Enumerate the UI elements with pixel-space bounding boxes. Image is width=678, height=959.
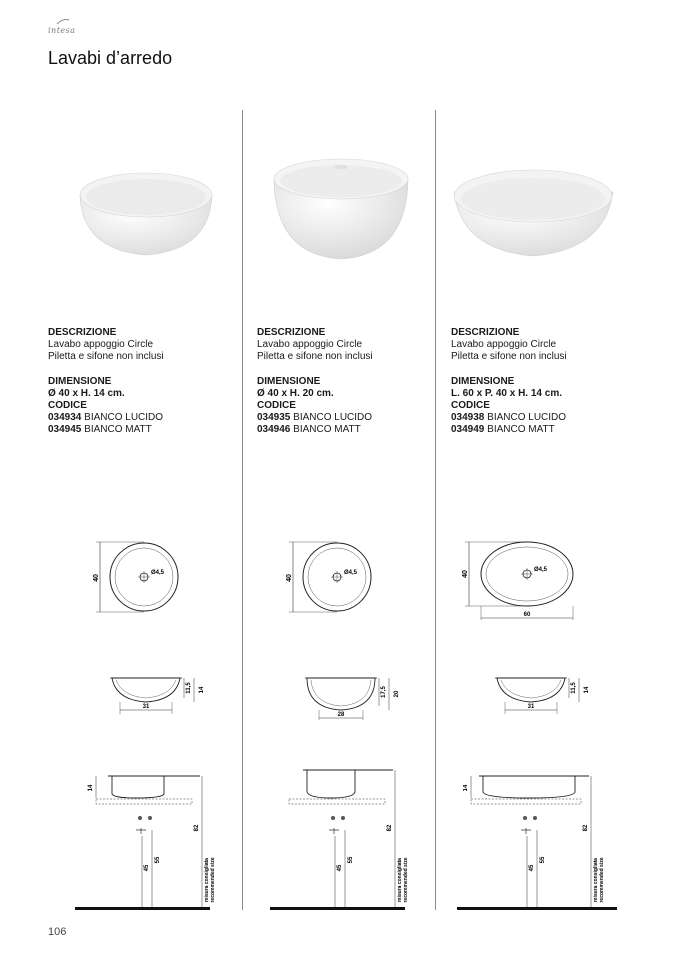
installation-drawing [463, 768, 608, 908]
dimension-45-label: 45 [529, 864, 535, 872]
dimension-55-label: 55 [540, 856, 546, 864]
variant-code: 034946 [257, 424, 291, 435]
recommended-note-en: recommended size [599, 857, 605, 903]
base-width-label: 28 [337, 712, 345, 718]
recommended-note-it: misura consigliata [397, 858, 403, 902]
code-heading: CODICE [257, 400, 296, 411]
variant-row [257, 412, 373, 424]
dimension-55-label: 55 [155, 856, 161, 864]
basin-photo-round-high [271, 155, 411, 265]
variant-finish: BIANCO MATT [293, 424, 361, 435]
basin-photo-oval [451, 168, 616, 263]
floor-line [75, 907, 210, 910]
product-column-1 [48, 0, 238, 959]
top-view-drawing [88, 540, 188, 615]
installation-drawing [78, 768, 218, 908]
dimension-82-label: 82 [583, 824, 589, 832]
dimension-82-label: 82 [387, 824, 393, 832]
product-info [451, 327, 567, 436]
dimension-value: Ø 40 x H. 20 cm. [257, 388, 334, 399]
dimension-55-label: 55 [348, 856, 354, 864]
dimension-heading: DIMENSIONE [451, 376, 515, 387]
brand-logo: intesa [48, 26, 76, 35]
side-view-drawing [303, 674, 413, 724]
dimension-heading: DIMENSIONE [257, 376, 321, 387]
variant-finish: BIANCO LUCIDO [293, 412, 373, 423]
floor-line [457, 907, 617, 910]
total-height-label: 14 [584, 686, 590, 694]
recommended-note-it: misura consigliata [593, 858, 599, 902]
side-view-drawing [493, 674, 603, 719]
basin-height-label: 14 [88, 784, 94, 792]
dimension-45-label: 45 [144, 864, 150, 872]
dimension-82-label: 82 [194, 824, 200, 832]
description-line: Piletta e sifone non inclusi [48, 351, 164, 362]
variant-row [48, 424, 164, 436]
top-view-drawing [281, 540, 381, 615]
variant-finish: BIANCO LUCIDO [487, 412, 567, 423]
recommended-note-en: recommended size [403, 857, 409, 903]
description-line: Lavabo appoggio Circle [257, 339, 363, 350]
variant-code: 034934 [48, 412, 82, 423]
variant-finish: BIANCO MATT [84, 424, 152, 435]
description-heading: DESCRIZIONE [48, 327, 117, 338]
description-line: Piletta e sifone non inclusi [257, 351, 373, 362]
top-view-height-label: 40 [462, 570, 469, 578]
description-line: Lavabo appoggio Circle [48, 339, 154, 350]
description-heading: DESCRIZIONE [257, 327, 326, 338]
variant-row [451, 424, 567, 436]
variant-finish: BIANCO LUCIDO [84, 412, 164, 423]
drain-hole-label: Ø4,5 [344, 570, 358, 576]
variant-row [451, 412, 567, 424]
variant-code: 034935 [257, 412, 291, 423]
basin-photo-round-low [76, 165, 216, 265]
page-title: Lavabi d’arredo [48, 48, 173, 68]
top-view-height-label: 40 [286, 574, 293, 582]
dimension-value: Ø 40 x H. 14 cm. [48, 388, 125, 399]
description-line: Piletta e sifone non inclusi [451, 351, 567, 362]
basin-height-label: 14 [463, 784, 469, 792]
variant-code: 034945 [48, 424, 82, 435]
code-heading: CODICE [48, 400, 87, 411]
base-width-label: 31 [527, 704, 535, 710]
dimension-45-label: 45 [337, 864, 343, 872]
inner-height-label: 17,5 [381, 686, 387, 698]
product-info [48, 327, 164, 436]
top-view-height-label: 40 [93, 574, 100, 582]
base-width-label: 31 [142, 704, 150, 710]
product-column-2 [257, 0, 447, 959]
variant-finish: BIANCO MATT [487, 424, 555, 435]
inner-height-label: 11,5 [571, 682, 577, 694]
description-heading: DESCRIZIONE [451, 327, 520, 338]
floor-line [270, 907, 405, 910]
side-view-drawing [108, 674, 218, 719]
code-heading: CODICE [451, 400, 490, 411]
total-height-label: 14 [199, 686, 205, 694]
total-height-label: 20 [394, 690, 400, 698]
variant-row [257, 424, 373, 436]
top-view-drawing [457, 540, 587, 625]
variant-code: 034949 [451, 424, 485, 435]
page-number: 106 [48, 926, 67, 938]
dimension-heading: DIMENSIONE [48, 376, 112, 387]
installation-drawing [271, 768, 411, 908]
product-column-3 [451, 0, 641, 959]
variant-row [48, 412, 164, 424]
dimension-value: L. 60 x P. 40 x H. 14 cm. [451, 388, 562, 399]
inner-height-label: 11,5 [186, 682, 192, 694]
column-divider [242, 110, 243, 910]
product-info [257, 327, 373, 436]
top-view-width-label: 60 [523, 612, 531, 618]
drain-hole-label: Ø4,5 [151, 570, 165, 576]
drain-hole-label: Ø4,5 [534, 567, 548, 573]
recommended-note-en: recommended size [210, 857, 216, 903]
description-line: Lavabo appoggio Circle [451, 339, 557, 350]
recommended-note-it: misura consigliata [204, 858, 210, 902]
variant-code: 034938 [451, 412, 485, 423]
